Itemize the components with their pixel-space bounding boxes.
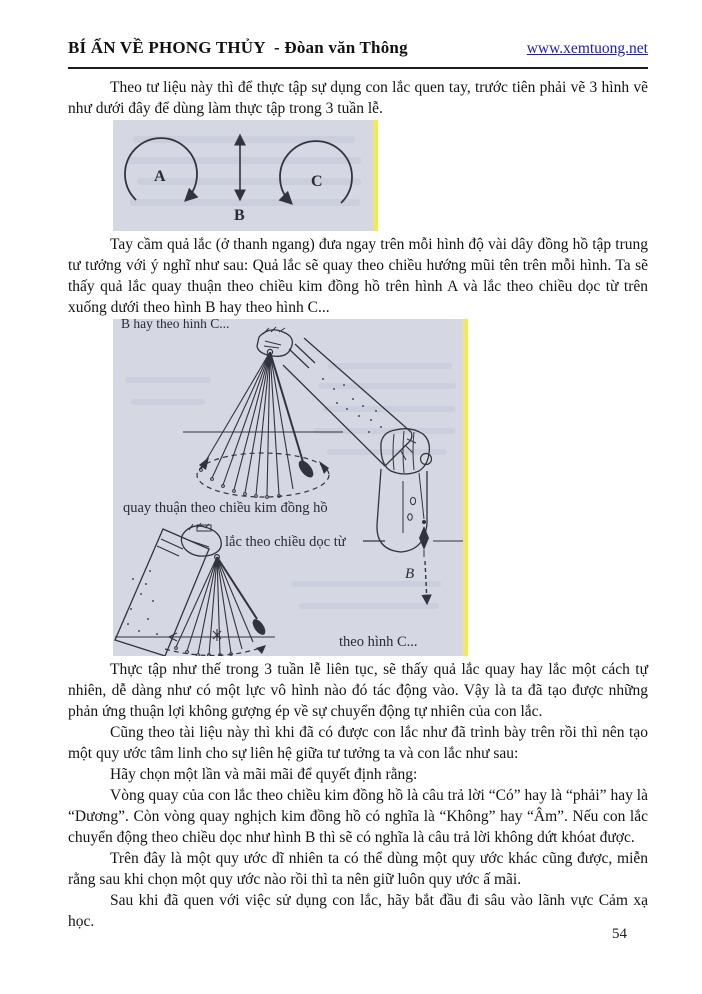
figure2-label-rotate: quay thuận theo chiều kim đồng hồ — [123, 500, 328, 516]
paragraph: Vòng quay của con lắc theo chiều kim đồng hồ là câu trả lời “Có” hay là “phải” hay là “Dương”. Còn vòng quay nghịch kim đồng hồ có nghĩa là “Không” hay “Âm”. Nếu con lắc chuyển động theo chiều dọc như hình B thì sẽ có nghĩa là câu trả lời không dứt khóat được. — [68, 787, 648, 846]
swing-label-pointer — [225, 534, 385, 550]
paragraph: Tay cầm quả lắc (ở thanh ngang) đưa ngay trên mỗi hình độ vài dây đồng hồ tập trung tư tưởng với ý nghĩ như sau: Quả lắc sẽ quay theo chiều hướng mũi tên trên mỗi hình. Ta sẽ thấy quả lắc quay thuận theo chiều kim đồng hồ trên hình A và lắc theo chiều dọc từ trên xuống dưới theo hình B hay theo hình C... — [68, 236, 648, 316]
page-content — [68, 77, 648, 932]
circle-c-counterclockwise-arrow-icon — [280, 141, 352, 203]
figure-pendulum-practice-drawing — [113, 319, 463, 656]
paragraph: Hãy chọn một lần và mãi mãi để quyết định rằng: — [110, 766, 418, 783]
figure1-label-a: A — [154, 168, 166, 185]
circle-a-clockwise-arrow-icon — [125, 138, 197, 200]
paragraph: Cũng theo tài liệu này thì khi đã có được con lắc như đã trình bày trên rồi thì nên tạo một quy ước tâm linh cho sự liên hệ giữa tư tưởng ta và con lắc như sau: — [68, 724, 648, 762]
figure1-label-b: B — [234, 207, 245, 224]
figure1-label-c: C — [311, 173, 323, 190]
paragraph: Theo tư liệu này thì để thực tập sự dụng con lắc quen tay, trước tiên phải vẽ 3 hình vẽ như dưới đây để dùng làm thực tập trong 3 tuần lễ. — [68, 79, 648, 117]
figure-pendulum-directions-drawing — [113, 120, 373, 231]
figure2-label-swing: lắc theo chiều dọc từ — [225, 534, 346, 550]
pendulum-fan-clockwise — [183, 349, 343, 498]
upper-arm-drawing — [257, 327, 416, 466]
paragraph: Sau khi đã quen với việc sử dụng con lắc, hãy bắt đầu đi sâu vào lãnh vực Cảm xạ học. — [68, 892, 648, 930]
book-title: BÍ ẨN VỀ PHONG THỦY - Đòan văn Thông — [68, 38, 408, 57]
figure-pendulum-directions — [113, 120, 378, 231]
paragraph: Trên đây là một quy ước dĩ nhiên ta có thể dùng một quy ước khác cũng được, miễn rằng sau khi chọn một quy ước nào rồi thì ta nên giữ luôn quy ước ấ mãi. — [68, 850, 648, 888]
website-link[interactable]: www.xemtuong.net — [526, 40, 648, 57]
paragraph: Thực tập như thế trong 3 tuần lễ liên tục, sẽ thấy quả lắc quay hay lắc một cách tự nhiên, dễ dàng như có một lực vô hình nào đó tác động vào. Vậy là ta đã tạo được những phản ứng thuận lợi không gượng ép về sự chuyển động tự nhiên của con lắc. — [68, 661, 648, 720]
figure-pendulum-practice — [113, 319, 468, 656]
figure2-label-b: B — [405, 566, 415, 582]
figure2-top-caption: B hay theo hình C... — [121, 319, 230, 331]
page-number: 54 — [612, 926, 627, 942]
figure2-label-c: theo hình C... — [339, 634, 418, 650]
page-header — [68, 38, 648, 69]
